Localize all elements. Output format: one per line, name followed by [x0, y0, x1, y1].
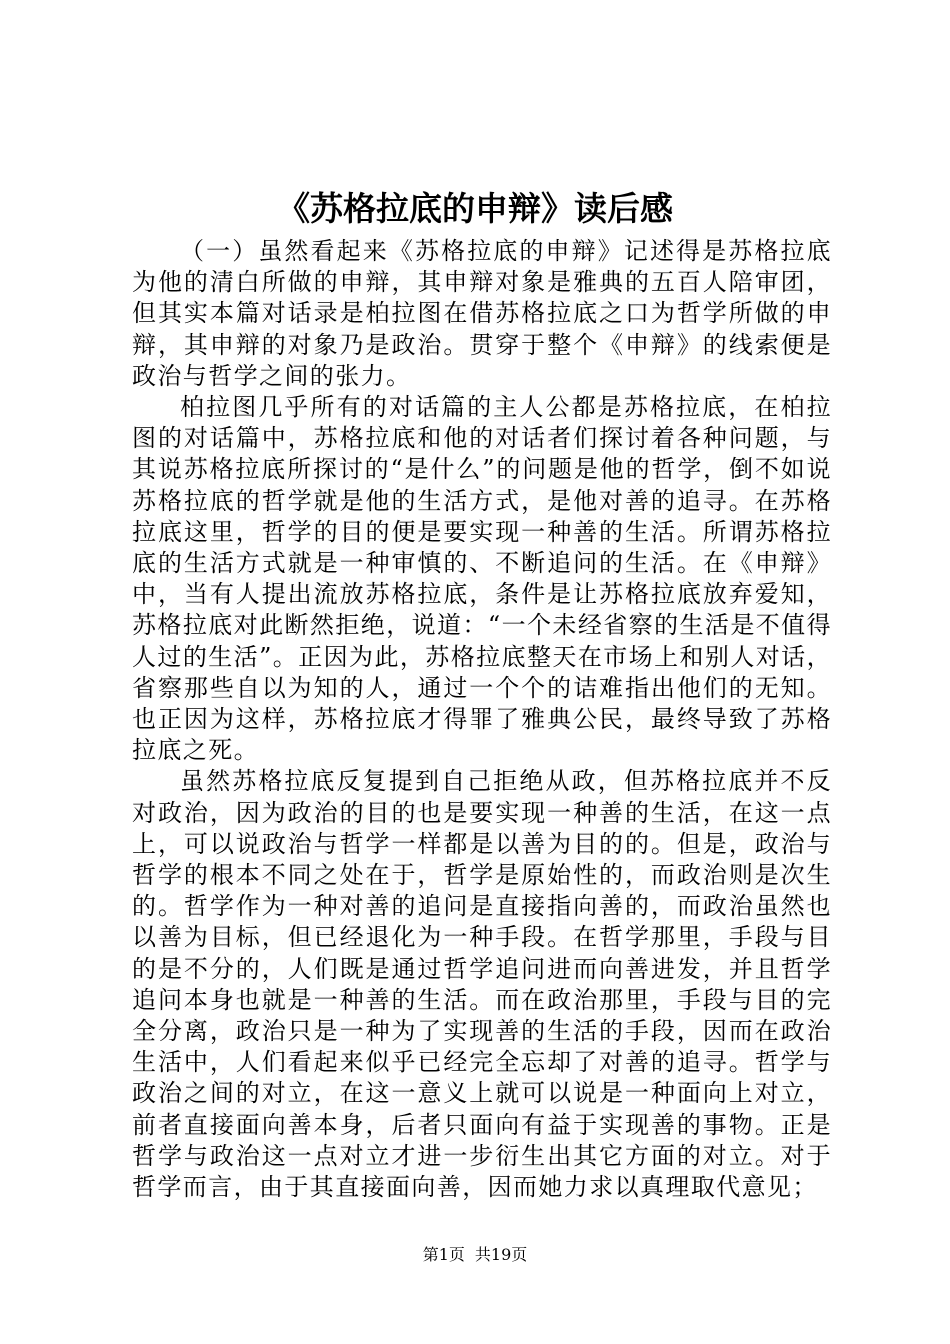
document-title: 《苏格拉底的申辩》读后感 — [277, 189, 673, 228]
page-footer — [0, 1245, 950, 1265]
page-number-current: 第1页 — [422, 1245, 465, 1264]
paragraph-3: 虽然苏格拉底反复提到自己拒绝从政，但苏格拉底并不反对政治，因为政治的目的也是要实现一种善的生活，在这一点上，可以说政治与哲学一样都是以善为目的的。但是，政治与哲学的根本不同之处在于，哲学是原始性的，而政治则是次生的。哲学作为一种对善的追问是直接指向善的，而政治虽然也以善为目标，但已经退化为一种手段。在哲学那里，手段与目的是不分的，人们既是通过哲学追问进而向善进发，并且哲学追问本身也就是一种善的生活。而在政治那里，手段与目的完全分离，政治只是一种为了实现善的生活的手段，因而在政治生活中，人们看起来似乎已经完全忘却了对善的追寻。哲学与政治之间的对立，在这一意义上就可以说是一种面向上对立，前者直接面向善本身，后者只面向有益于实现善的事物。正是哲学与政治这一点对立才进一步衍生出其它方面的对立。对于哲学而言，由于其直接面向善，因而她力求以真理取代意见； — [132, 767, 832, 1202]
document-body — [132, 236, 832, 1203]
paragraph-1: （一）虽然看起来《苏格拉底的申辩》记述得是苏格拉底为他的清白所做的申辩，其申辩对象是雅典的五百人陪审团，但其实本篇对话录是柏拉图在借苏格拉底之口为哲学所做的申辩，其申辩的对象乃是政治。贯穿于整个《申辩》的线索便是政治与哲学之间的张力。 — [132, 237, 832, 390]
page-number-total: 共19页 — [474, 1245, 528, 1264]
paragraph-2: 柏拉图几乎所有的对话篇的主人公都是苏格拉底，在柏拉图的对话篇中，苏格拉底和他的对话者们探讨着各种问题，与其说苏格拉底所探讨的“是什么”的问题是他的哲学，倒不如说苏格拉底的哲学就是他的生活方式，是他对善的追寻。在苏格拉底这里，哲学的目的便是要实现一种善的生活。所谓苏格拉底的生活方式就是一种审慎的、不断追问的生活。在《申辩》中，当有人提出流放苏格拉底，条件是让苏格拉底放弃爱知，苏格拉底对此断然拒绝，说道：“一个未经省察的生活是不值得人过的生活”。正因为此，苏格拉底整天在市场上和别人对话，省察那些自以为知的人，通过一个个的诘难指出他们的无知。也正因为这样，苏格拉底才得罪了雅典公民，最终导致了苏格拉底之死。 — [132, 393, 832, 765]
